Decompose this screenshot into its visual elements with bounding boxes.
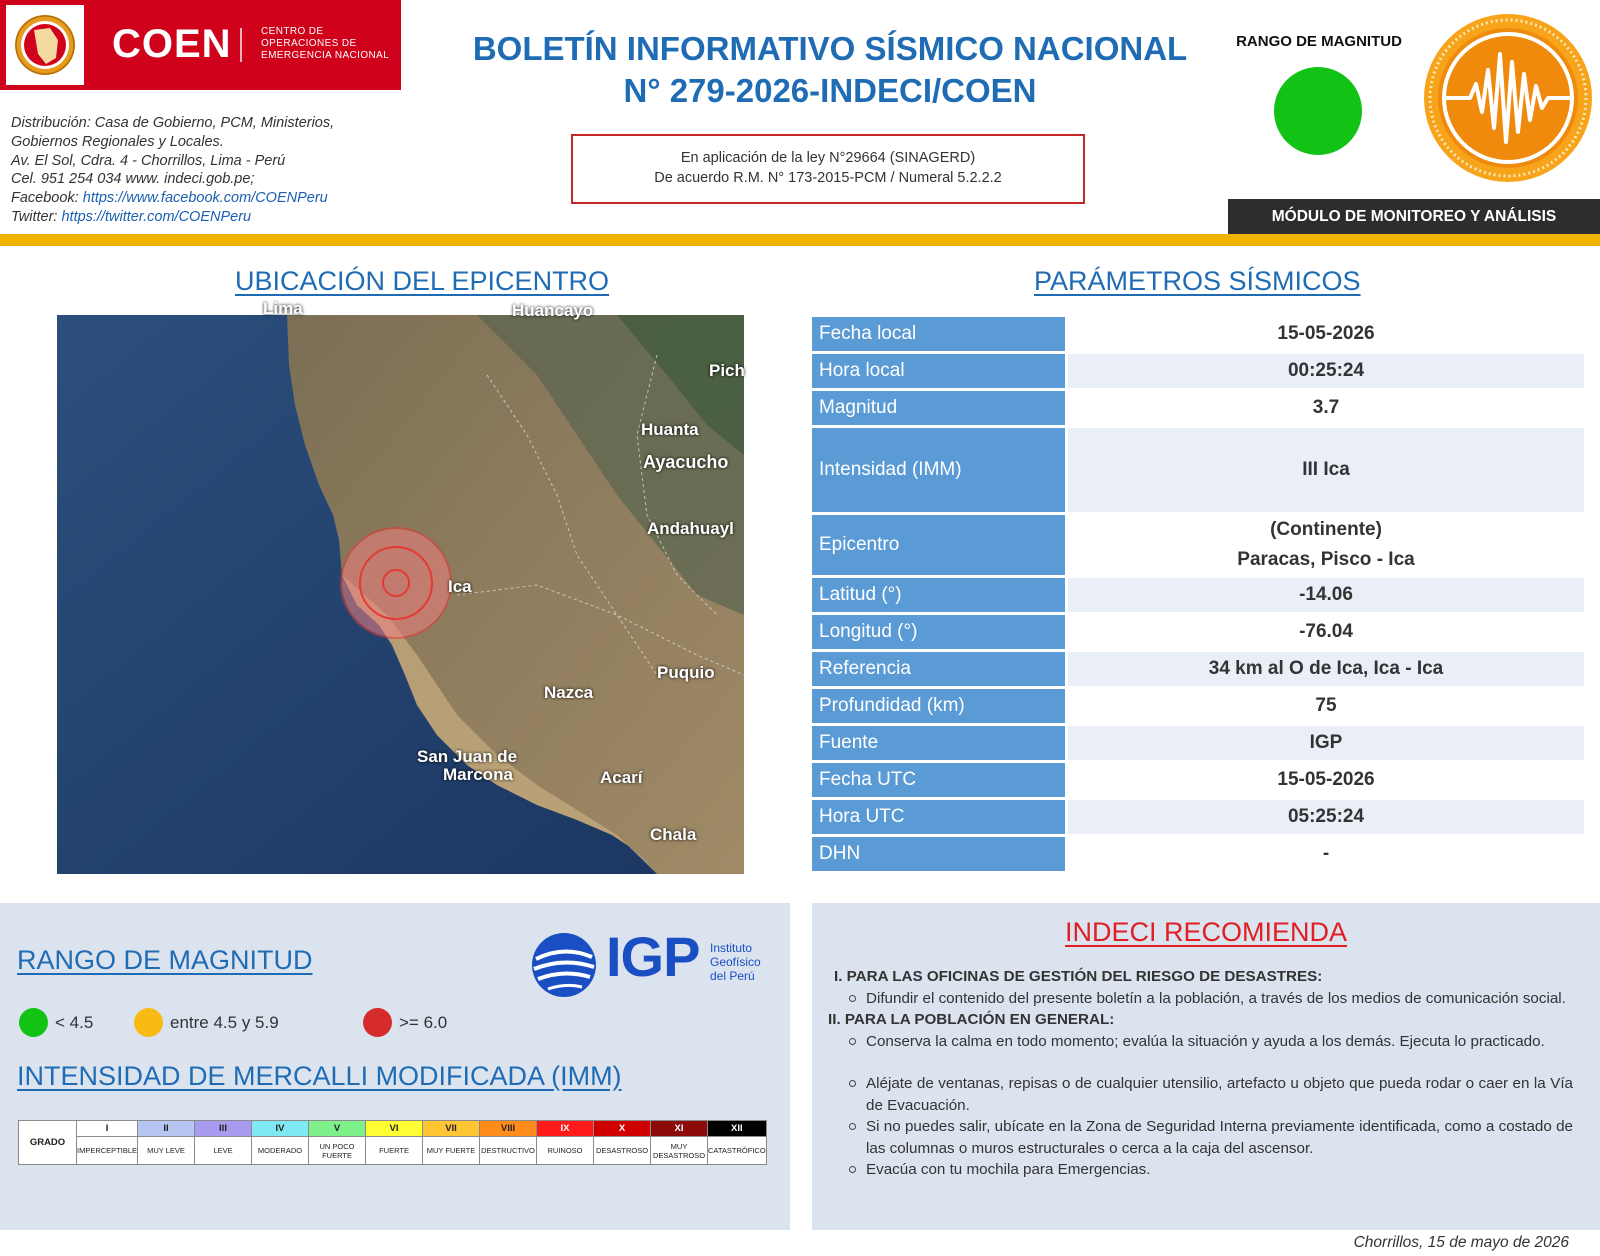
param-label: Fecha UTC <box>812 763 1068 797</box>
table-row <box>812 391 1584 425</box>
map-place-label: Huancayo <box>512 301 594 320</box>
mercalli-grade: X <box>594 1121 651 1137</box>
facebook-label: Facebook: <box>11 190 83 207</box>
param-label: Profundidad (km) <box>812 689 1068 723</box>
mercalli-grade: VII <box>423 1121 480 1137</box>
seismic-parameters-table <box>812 314 1584 874</box>
coen-wordmark: COEN <box>112 22 232 66</box>
legend-item-high <box>363 1008 447 1037</box>
contact-line: Gobiernos Regionales y Locales. <box>11 133 224 150</box>
mercalli-desc: MUY DESASTROSO <box>651 1137 708 1165</box>
bulletin-title-line1: BOLETÍN INFORMATIVO SÍSMICO NACIONAL <box>472 30 1188 67</box>
param-value: 75 <box>1068 689 1584 723</box>
mercalli-grade: II <box>138 1121 195 1137</box>
mercalli-grade: VIII <box>480 1121 537 1137</box>
red-dot-icon <box>363 1008 392 1037</box>
epicenter-map[interactable] <box>57 299 745 874</box>
param-value: IGP <box>1068 726 1584 760</box>
mercalli-grade: V <box>309 1121 366 1137</box>
param-label: Longitud (°) <box>812 615 1068 649</box>
table-row <box>812 578 1584 612</box>
map-section-title: UBICACIÓN DEL EPICENTRO <box>235 266 610 296</box>
param-value: -76.04 <box>1068 615 1584 649</box>
param-value: 15-05-2026 <box>1068 317 1584 351</box>
map-place-label: Lima <box>263 299 303 318</box>
mercalli-desc: DESASTROSO <box>594 1137 651 1165</box>
param-value: 3.7 <box>1068 391 1584 425</box>
mercalli-desc: DESTRUCTIVO <box>480 1137 537 1165</box>
list-item: Conserva la calma en todo momento; evalúa la situación y ayuda a los demás. Ejecuta lo practicado. <box>846 1031 1573 1053</box>
param-label: Latitud (°) <box>812 578 1068 612</box>
mercalli-desc: LEVE <box>195 1137 252 1165</box>
legend-item-label: entre 4.5 y 5.9 <box>170 1012 279 1032</box>
mercalli-grade-row <box>19 1121 767 1137</box>
param-label: Fuente <box>812 726 1068 760</box>
param-label: Referencia <box>812 652 1068 686</box>
magnitude-range-label: RANGO DE MAGNITUD <box>1236 33 1402 50</box>
recommendations-body <box>828 966 1573 1181</box>
mercalli-desc: MUY FUERTE <box>423 1137 480 1165</box>
green-dot-icon <box>19 1008 48 1037</box>
contact-line: Cel. 951 254 034 www. indeci.gob.pe; <box>11 171 255 188</box>
facebook-link[interactable]: https://www.facebook.com/COENPeru <box>82 190 328 207</box>
recommendation-section-heading: II. PARA LA POBLACIÓN EN GENERAL: <box>828 1011 1115 1028</box>
igp-logo <box>530 925 768 1002</box>
facebook-line <box>11 189 334 208</box>
param-value: III Ica <box>1068 428 1584 512</box>
twitter-label: Twitter: <box>11 208 62 225</box>
header-divider <box>0 234 1600 246</box>
igp-globe-icon <box>530 931 598 999</box>
contact-info <box>11 114 334 227</box>
recommendations-title: INDECI RECOMIENDA <box>1064 917 1348 947</box>
map-place-label: Puquio <box>657 663 715 682</box>
table-row <box>812 515 1584 575</box>
law-reference-box <box>571 134 1085 204</box>
coen-subtitle-line: CENTRO DE <box>261 26 324 37</box>
table-row <box>812 726 1584 760</box>
param-label: Fecha local <box>812 317 1068 351</box>
table-row <box>812 354 1584 388</box>
param-label: Magnitud <box>812 391 1068 425</box>
map-place-label: Andahuayl <box>647 519 734 538</box>
legend-item-label: >= 6.0 <box>399 1012 448 1032</box>
mercalli-grade: XI <box>651 1121 708 1137</box>
mercalli-grade: XII <box>708 1121 767 1137</box>
mercalli-desc: MODERADO <box>252 1137 309 1165</box>
param-value <box>1068 515 1584 575</box>
table-row <box>812 837 1584 871</box>
param-value: 34 km al O de Ica, Ica - Ica <box>1068 652 1584 686</box>
param-value: 05:25:24 <box>1068 800 1584 834</box>
brand-divider <box>240 28 242 62</box>
param-value: 15-05-2026 <box>1068 763 1584 797</box>
table-row <box>812 763 1584 797</box>
imm-title: INTENSIDAD DE MERCALLI MODIFICADA (IMM) <box>17 1061 622 1091</box>
epicenter-zone: (Continente) <box>1270 519 1382 540</box>
mercalli-desc: CATASTRÓFICO <box>708 1137 767 1165</box>
params-section-title: PARÁMETROS SÍSMICOS <box>1034 266 1361 296</box>
mercalli-desc: MUY LEVE <box>138 1137 195 1165</box>
epicenter-location: Paracas, Pisco - Ica <box>1237 549 1415 570</box>
param-label: Intensidad (IMM) <box>812 428 1068 512</box>
seismograph-emblem-icon <box>1422 12 1594 184</box>
recommendation-section-heading: I. PARA LAS OFICINAS DE GESTIÓN DEL RIESGO DE DESASTRES: <box>834 968 1323 985</box>
yellow-dot-icon <box>134 1008 163 1037</box>
twitter-line <box>11 208 334 227</box>
param-value: -14.06 <box>1068 578 1584 612</box>
list-item: Si no puedes salir, ubícate en la Zona de Seguridad Interna previamente identificada, como a costado de las columnas o muros estructurales o cerca a la caja del ascensor. <box>846 1116 1573 1159</box>
mercalli-desc-row <box>19 1137 767 1165</box>
table-row <box>812 615 1584 649</box>
map-place-label: Pich <box>709 361 745 380</box>
grado-label: GRADO <box>19 1121 77 1165</box>
mercalli-grade: IV <box>252 1121 309 1137</box>
contact-line: Av. El Sol, Cdra. 4 - Chorrillos, Lima - Perú <box>11 152 286 169</box>
recommendation-list <box>846 1031 1573 1181</box>
map-place-label: Nazca <box>544 683 594 702</box>
map-place-label: San Juan de <box>417 747 518 766</box>
mercalli-grade: I <box>77 1121 138 1137</box>
table-row <box>812 689 1584 723</box>
igp-line: Instituto <box>710 941 753 955</box>
peru-coat-of-arms-icon <box>6 5 84 85</box>
coen-subtitle <box>261 26 389 62</box>
table-row <box>812 800 1584 834</box>
list-item: Aléjate de ventanas, repisas o de cualquier utensilio, artefacto u objeto que pueda rodar o caer en la Vía de Evacuación. <box>846 1073 1573 1116</box>
mercalli-scale-table <box>18 1120 767 1165</box>
module-banner: MÓDULO DE MONITOREO Y ANÁLISIS <box>1228 199 1600 234</box>
bulletin-number: N° 279-2026-INDECI/COEN <box>623 72 1037 109</box>
param-label: Hora UTC <box>812 800 1068 834</box>
param-value: 00:25:24 <box>1068 354 1584 388</box>
param-value: - <box>1068 837 1584 871</box>
legend-title: RANGO DE MAGNITUD <box>17 945 313 975</box>
map-place-label: Huanta <box>641 420 699 439</box>
mercalli-desc: IMPERCEPTIBLE <box>77 1137 138 1165</box>
map-place-label: Ica <box>448 577 472 596</box>
coen-brand-block <box>0 0 401 90</box>
legend-item-low <box>19 1008 93 1037</box>
param-label: DHN <box>812 837 1068 871</box>
contact-line: Distribución: Casa de Gobierno, PCM, Ministerios, <box>11 115 335 131</box>
map-place-label: Ayacucho <box>643 452 729 472</box>
map-place-label: Marcona <box>443 765 513 784</box>
igp-line: Geofísico <box>710 955 761 969</box>
param-label: Epicentro <box>812 515 1068 575</box>
map-place-label: Acarí <box>600 768 643 787</box>
mercalli-grade: IX <box>537 1121 594 1137</box>
mercalli-grade: III <box>195 1121 252 1137</box>
igp-fullname <box>710 941 761 983</box>
law-line: De acuerdo R.M. N° 173-2015-PCM / Numeral 5.2.2.2 <box>654 170 1002 186</box>
magnitude-range-indicator <box>1274 67 1362 155</box>
bulletin-title <box>420 28 1240 112</box>
legend-item-mid <box>134 1008 279 1037</box>
list-item: Difundir el contenido del presente boletín a la población, a través de los medios de comunicación social. <box>846 988 1573 1010</box>
table-row <box>812 428 1584 512</box>
igp-line: del Perú <box>710 969 755 983</box>
law-line: En aplicación de la ley N°29664 (SINAGERD) <box>680 150 976 166</box>
mercalli-desc: FUERTE <box>366 1137 423 1165</box>
twitter-link[interactable]: https://twitter.com/COENPeru <box>61 208 252 225</box>
mercalli-grade: VI <box>366 1121 423 1137</box>
igp-acronym: IGP <box>606 925 700 988</box>
footer-date: Chorrillos, 15 de mayo de 2026 <box>1353 1234 1569 1251</box>
list-item: Evacúa con tu mochila para Emergencias. <box>846 1159 1573 1181</box>
mercalli-desc: RUINOSO <box>537 1137 594 1165</box>
mercalli-desc: UN POCO FUERTE <box>309 1137 366 1165</box>
coen-subtitle-line: OPERACIONES DE <box>261 38 357 49</box>
table-row <box>812 652 1584 686</box>
coen-subtitle-line: EMERGENCIA NACIONAL <box>261 50 390 61</box>
param-label: Hora local <box>812 354 1068 388</box>
table-row <box>812 317 1584 351</box>
map-place-label: Chala <box>650 825 697 844</box>
recommendation-list <box>846 988 1573 1010</box>
legend-item-label: < 4.5 <box>55 1012 94 1032</box>
